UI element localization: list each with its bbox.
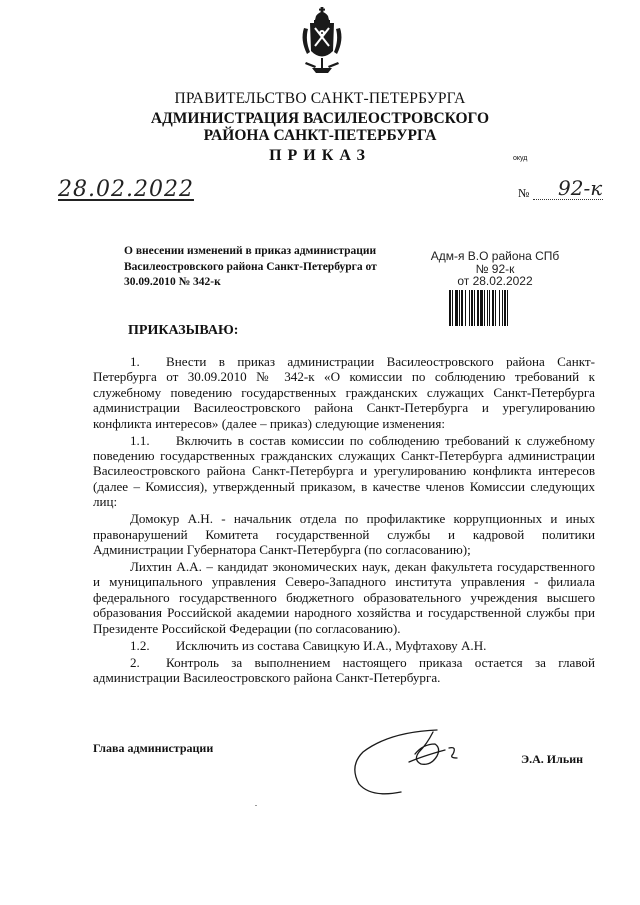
document-type: ПРИКАЗ [269, 147, 371, 164]
registration-stamp [410, 250, 580, 288]
coat-of-arms-emblem [298, 6, 346, 76]
handwritten-signature [349, 722, 479, 800]
order-body [93, 354, 595, 686]
paragraph-1-2: 1.2. Исключить из состава Савицкую И.А., Муфтахову А.Н. [130, 637, 487, 653]
order-word: ПРИКАЗЫВАЮ: [128, 323, 239, 338]
government-title: ПРАВИТЕЛЬСТВО САНКТ-ПЕТЕРБУРГА [174, 90, 466, 107]
paragraph-1-1: 1.1. Включить в состав комиссии по соблюдению требований к служебному поведению государственных гражданских служащих Санкт-Петербурга администрации Василеостровского района Санкт-Петербурга и урегулированию конфликта интересов (далее – Комиссия), утвержденный приказом, в качестве членов Комиссии следующих лиц: [93, 432, 595, 510]
order-subject: О внесении изменений в приказ администрации Василеостровского района Санкт-Петербурга от 30.09.2010 № 342-к [124, 245, 377, 288]
stamp-number: № 92-к [475, 261, 515, 276]
document-number: 92-к [558, 176, 603, 200]
stamp-office: Адм-я В.О района СПб [430, 249, 560, 263]
okud-label: окуд [513, 155, 528, 162]
paragraph-1: 1. Внести в приказ администрации Василеостровского района Санкт-Петербурга от 30.09.2010 № 342-к «О комиссии по соблюдению требований к служебному поведению государственных гражданских служащих Санкт-Петербурга администрации Василеостровского района Санкт-Петербурга и урегулированию конфликта интересов» (далее – приказ) следующие изменения: [93, 354, 595, 431]
administration-title-line1: АДМИНИСТРАЦИЯ ВАСИЛЕОСТРОВСКОГО [150, 110, 490, 127]
signatory-name: Э.А. Ильин [521, 752, 584, 766]
barcode [449, 290, 531, 326]
document-date: 28.02.2022 [58, 177, 194, 202]
signatory-position: Глава администрации [93, 741, 214, 755]
administration-title-line2: РАЙОНА САНКТ-ПЕТЕРБУРГА [203, 127, 437, 144]
stamp-date: от 28.02.2022 [457, 274, 533, 288]
scan-speck [255, 805, 257, 806]
paragraph-member-likhtin: Лихтин А.А. – кандидат экономических наук, декан факультета государственного и муниципального управления Северо-Западного института управления - филиала федерального государственного бюджетного образовательного учреждения высшего образования Российской академии народного хозяйства и государственной службы при Президенте Российской Федерации (по согласованию). [93, 559, 595, 636]
paragraph-member-domokur: Домокур А.Н. - начальник отдела по профилактике коррупционных и иных правонарушений Комитета государственной службы и кадровой политики Администрации Губернатора Санкт-Петербурга (по согласованию); [93, 511, 595, 558]
number-label: № [518, 186, 530, 200]
paragraph-2: 2. Контроль за выполнением настоящего приказа остается за главой администрации Василеостровского района Санкт-Петербурга. [93, 654, 595, 686]
